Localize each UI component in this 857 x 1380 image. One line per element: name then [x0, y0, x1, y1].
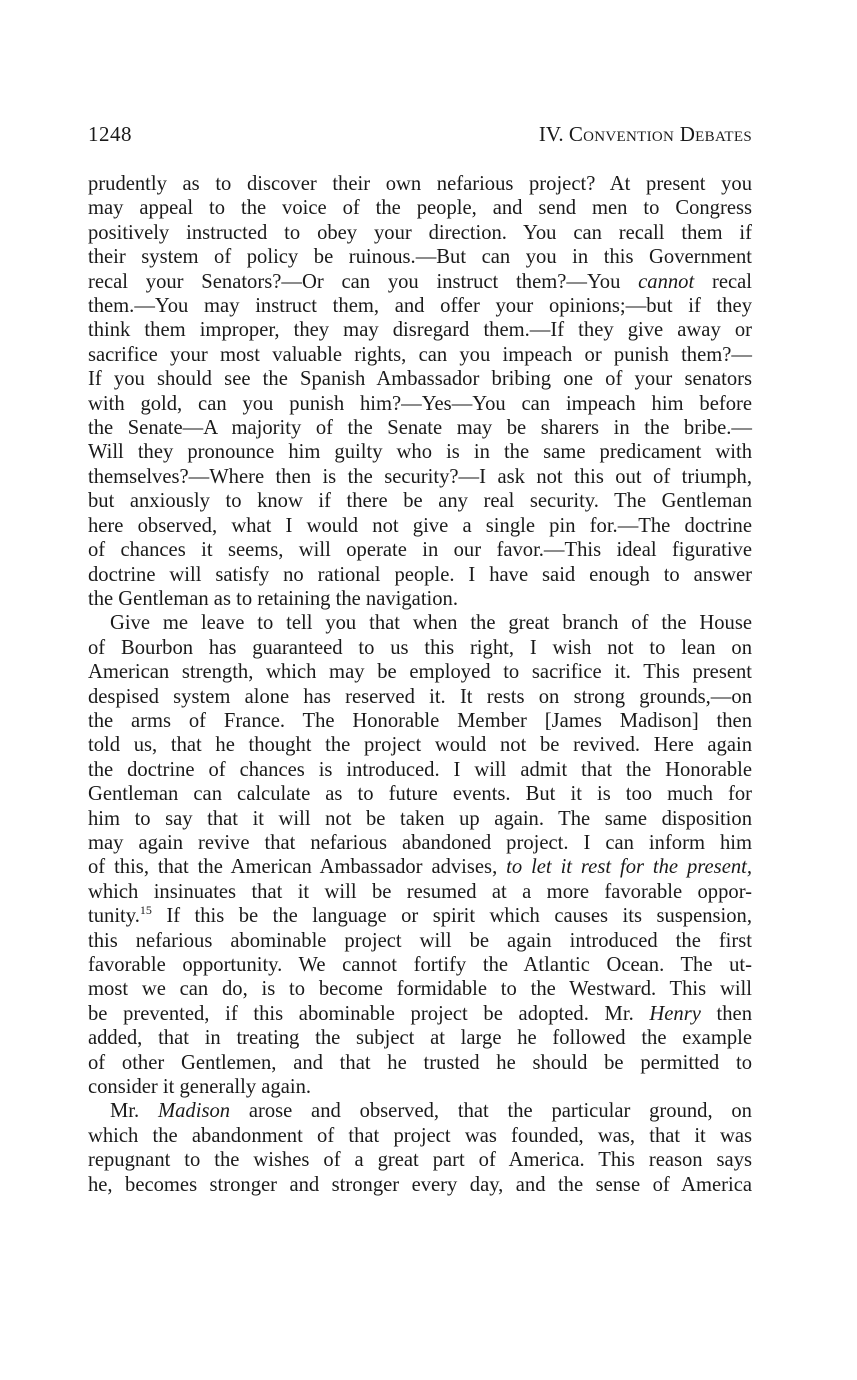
text-line: be prevented, if this abominable project be adopted. Mr. Henry then [88, 1002, 752, 1025]
text-line: of Bourbon has guaranteed to us this right, I wish not to lean on [88, 636, 752, 659]
text-line: which insinuates that it will be resumed at a more favorable oppor- [88, 880, 752, 903]
text-line: may again revive that nefarious abandoned project. I can inform him [88, 831, 752, 854]
text-line: added, that in treating the subject at large he followed the example [88, 1027, 752, 1050]
text-line: here observed, what I would not give a single pin for.—The doctrine [88, 514, 752, 537]
text-line: Will they pronounce him guilty who is in the same predicament with [88, 441, 752, 464]
document-page [88, 122, 752, 1197]
text-line: of other Gentlemen, and that he trusted he should be permitted to [88, 1051, 752, 1074]
paragraph-3 [88, 1099, 752, 1197]
text-line: repugnant to the wishes of a great part of America. This reason says [88, 1149, 752, 1172]
text-line: doctrine will satisfy no rational people. I have said enough to answer [88, 563, 752, 586]
text-line: despised system alone has reserved it. It rests on strong grounds,—on [88, 685, 752, 708]
text-line: their system of policy be ruinous.—But can you in this Government [88, 246, 752, 269]
page-number: 1248 [88, 122, 132, 146]
text-line: he, becomes stronger and stronger every day, and the sense of America [88, 1173, 752, 1196]
running-head [539, 122, 752, 147]
emphasis: to let it rest for the present, [506, 856, 752, 879]
emphasis: Madison [157, 1100, 231, 1123]
paragraph-2 [88, 611, 752, 1099]
page-header [88, 122, 752, 152]
text-line: the doctrine of chances is introduced. I will admit that the Honorable [88, 758, 752, 781]
text-line: of chances it seems, will operate in our favor.—This ideal figurative [88, 539, 752, 562]
text-line: may appeal to the voice of the people, and send men to Congress [88, 197, 752, 220]
text-line: themselves?—Where then is the security?—I ask not this out of triumph, [88, 465, 752, 488]
text-line: with gold, can you punish him?—Yes—You can impeach him before [88, 392, 752, 415]
text-line: sacrifice your most valuable rights, can you impeach or punish them?— [88, 343, 752, 366]
text-line: American strength, which may be employed to sacrifice it. This present [88, 661, 752, 684]
text-line: the arms of France. The Honorable Member [James Madison] then [88, 709, 752, 732]
text-line: consider it generally again. [88, 1076, 312, 1099]
text-line: Give me leave to tell you that when the great branch of the House [110, 612, 752, 635]
section-numeral: IV. [538, 122, 564, 146]
text-line: most we can do, is to become formidable to the Westward. This will [88, 978, 752, 1001]
text-line: recal your Senators?—Or can you instruct them?—You cannot recal [88, 270, 752, 293]
text-line: think them improper, they may disregard them.—If they give away or [88, 319, 752, 342]
text-line: told us, that he thought the project would not be revived. Here again [88, 734, 752, 757]
text-line: the Gentleman as to retaining the navigation. [88, 587, 459, 610]
text-line: him to say that it will not be taken up again. The same disposition [88, 807, 752, 830]
text-line: If you should see the Spanish Ambassador bribing one of your senators [88, 368, 752, 391]
section-title: Convention Debates [568, 122, 752, 146]
text-line: the Senate—A majority of the Senate may be sharers in the bribe.— [88, 417, 752, 440]
text-line: prudently as to discover their own nefarious project? At present you [88, 173, 752, 195]
text-line: positively instructed to obey your direction. You can recall them if [88, 221, 752, 244]
body-text [88, 172, 752, 1197]
text-line: them.—You may instruct them, and offer your opinions;—but if they [88, 295, 752, 318]
text-line: Gentleman can calculate as to future events. But it is too much for [88, 783, 752, 806]
text-line: this nefarious abominable project will be again introduced the first [88, 929, 752, 952]
text-line: but anxiously to know if there be any real security. The Gentleman [88, 490, 752, 513]
footnote-marker: 15 [139, 903, 152, 918]
text-line: of this, that the American Ambassador advises, to let it rest for the present, [88, 856, 752, 879]
emphasis: cannot [638, 270, 695, 293]
text-line: tunity.$^{15}$ If this be the language or spirit which causes its suspension, [88, 903, 752, 928]
text-line: favorable opportunity. We cannot fortify the Atlantic Ocean. The ut- [88, 954, 752, 976]
text-line: which the abandonment of that project was founded, was, that it was [88, 1124, 752, 1147]
text-line: Mr. Madison arose and observed, that the particular ground, on [110, 1100, 752, 1123]
emphasis: Henry [649, 1002, 701, 1025]
paragraph-1 [88, 172, 752, 611]
